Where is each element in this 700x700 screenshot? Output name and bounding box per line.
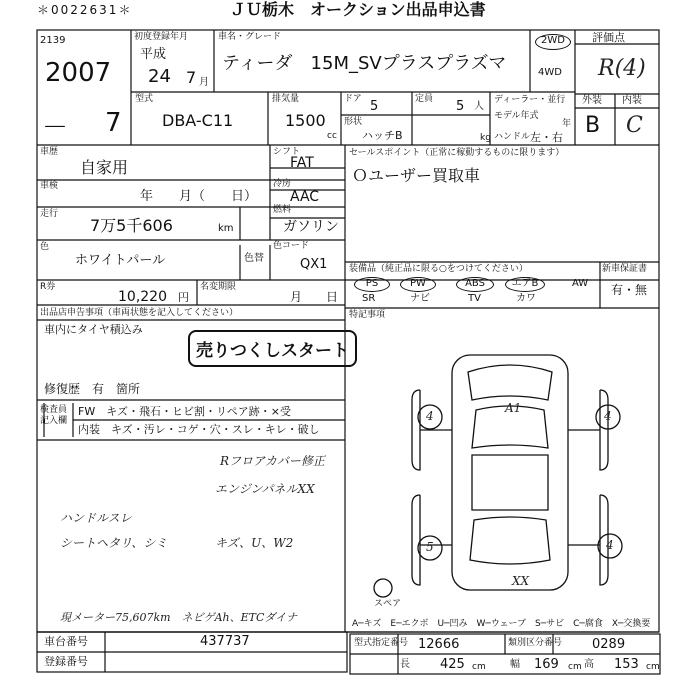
equip-leather: カワ — [516, 293, 536, 304]
history-value: 自家用 — [80, 158, 129, 177]
drive-2wd: 2WD — [535, 34, 571, 50]
capacity: 5 — [456, 99, 465, 114]
fuel-value: ガソリン — [283, 219, 339, 235]
width-value: 169 — [534, 657, 559, 672]
shift-value: FAT — [290, 155, 314, 171]
mileage-label: 走行 — [40, 209, 59, 219]
repair-history: 修復歴 有 箇所 — [44, 382, 141, 396]
equip-abs: ABS — [456, 277, 494, 292]
wheel-mark-rr: 4 — [606, 538, 614, 552]
colorcode-label: 色コード — [273, 241, 310, 251]
frame-number: 437737 — [200, 634, 250, 649]
new-warranty-value: 有・無 — [611, 283, 648, 297]
sale-stamp: 売りつくしスタート — [188, 330, 357, 367]
displacement: 1500 — [285, 111, 326, 130]
height-label: 高 — [584, 659, 594, 670]
sales-point-label: セールスポイント（正常に稼動するものに限ります） — [349, 148, 565, 158]
mark-xx: XX — [512, 574, 530, 588]
interior-grade: C — [626, 113, 643, 138]
body-label: 形状 — [344, 117, 363, 127]
certify-number: 12666 — [418, 637, 460, 652]
rating-score: R(4) — [598, 56, 646, 81]
exterior-grade: B — [585, 113, 601, 138]
dash-mark: － — [42, 113, 69, 143]
model-year-unit: 年 — [562, 119, 572, 129]
ac-label: 冷房 — [273, 179, 292, 189]
fuel-label: 燃料 — [273, 205, 292, 215]
handle-label: ハンドル — [494, 132, 531, 142]
form-title: ＪＵ栃木 オークション出品申込書 — [230, 0, 486, 19]
fw-line: FW キズ・飛石・ヒビ割・リペア跡・×受 — [78, 405, 291, 418]
tax-label: 名変期限 — [200, 282, 237, 292]
reg-label: 登録番号 — [44, 655, 88, 668]
equip-ps: PS — [354, 277, 390, 292]
recycle-fee: 10,220 — [118, 289, 167, 305]
displacement-label: 排気量 — [272, 94, 300, 104]
equip-navi: ナビ — [410, 293, 430, 304]
displacement-unit: cc — [327, 131, 337, 141]
equip-airbag: エアB — [505, 277, 545, 292]
history-label: 車歴 — [40, 147, 59, 157]
wheel-mark-fr: 4 — [604, 409, 612, 423]
rating-label: 評価点 — [592, 31, 625, 44]
shift-label: シフト — [273, 147, 301, 157]
new-warranty-label: 新車保証書 — [602, 264, 648, 274]
mileage-unit: km — [218, 223, 234, 234]
hand-note-3: ハンドルスレ — [60, 511, 132, 525]
lot-code: 2139 — [40, 35, 66, 46]
equip-pw: PW — [400, 277, 436, 292]
inspection-label: 車検 — [40, 181, 59, 191]
equipment-label: 装備品（純正品に限る○をつけてください） — [349, 264, 528, 274]
serial-number: ＊0022631＊ — [37, 3, 133, 17]
colorcode-value: QX1 — [300, 257, 328, 272]
inspection-value: 年 月（ 日） — [140, 189, 258, 204]
interior-line: 内装 キズ・汚レ・コゲ・穴・スレ・キレ・破し — [78, 423, 320, 436]
handle-value: 左・右 — [530, 131, 563, 144]
hand-note-5: キズ、U、W2 — [215, 536, 294, 550]
width-unit: cm — [568, 662, 582, 672]
frame-label: 車台番号 — [44, 635, 88, 648]
equip-sr: SR — [362, 293, 376, 304]
dealer-label: ディーラー・並行 — [494, 95, 566, 105]
length-unit: cm — [472, 662, 486, 672]
capacity-unit: 人 — [474, 101, 484, 112]
tax-value: 月 日 — [290, 290, 339, 304]
height-unit: cm — [646, 662, 660, 672]
first-reg-month-unit: 月 — [199, 77, 209, 88]
hand-note-1: Rフロアカバー修正 — [220, 454, 325, 468]
category-number: 0289 — [592, 637, 626, 652]
ac-value: AAC — [290, 189, 320, 205]
interior-label: 内装 — [622, 95, 642, 106]
exterior-label: 外装 — [582, 95, 602, 106]
recycle-unit: 円 — [178, 291, 189, 304]
color-value: ホワイトパール — [75, 253, 166, 268]
month-digit: 7 — [105, 108, 122, 138]
model-year-label: モデル年式 — [494, 111, 539, 121]
certify-label: 型式指定番号 — [354, 638, 409, 648]
car-name: ティーダ 15M_SVプラスプラズマ — [222, 53, 507, 74]
inspector-label: 検査員記入欄 — [40, 405, 68, 426]
first-reg-year: 24 — [148, 66, 171, 87]
height-value: 153 — [614, 657, 639, 672]
equip-aw: AW — [572, 278, 589, 289]
mark-a1: A1 — [505, 401, 522, 415]
mileage-value: 7万5千606 — [90, 216, 173, 235]
spare-label: スペア — [374, 599, 402, 609]
width-label: 幅 — [510, 659, 520, 670]
length-label: 長 — [400, 659, 410, 670]
length-value: 425 — [440, 657, 465, 672]
wheel-mark-fl: 4 — [426, 409, 434, 423]
first-reg-era: 平成 — [140, 47, 167, 62]
car-diagram — [374, 355, 622, 597]
first-reg-month: 7 — [186, 68, 197, 87]
car-name-label: 車名・グレード — [218, 32, 282, 42]
door-label: ドア — [344, 94, 362, 104]
doors: 5 — [370, 99, 379, 114]
color-label: 色 — [40, 242, 50, 252]
drive-4wd: 4WD — [538, 67, 562, 78]
recycle-label: R券 — [40, 282, 56, 292]
hand-note-4: シートヘタリ、シミ — [60, 536, 168, 550]
capacity-label: 定員 — [415, 94, 434, 104]
wheel-mark-rl: 5 — [426, 540, 434, 554]
sales-point-text: Ｏユーザー買取車 — [352, 166, 481, 185]
weight-unit: kg — [480, 133, 491, 143]
misc-label: 特記事項 — [349, 310, 386, 320]
notes-line1: 車内にタイヤ積込み — [44, 323, 143, 336]
category-label: 類別区分番号 — [508, 638, 563, 648]
hand-note-2: エンジンパネルXX — [215, 482, 315, 496]
reporter-label: 出品店申告事項（車両状態を記入してください） — [40, 308, 239, 318]
first-reg-label: 初度登録年月 — [134, 32, 189, 42]
body-shape: ハッチB — [362, 129, 403, 142]
recolor-label: 色替 — [244, 253, 264, 264]
car-type: DBA-C11 — [162, 111, 234, 130]
model-year: 2007 — [45, 58, 112, 88]
equip-tv: TV — [468, 293, 481, 304]
diagram-legend: A─キズ E─エクボ U─凹み W─ウェーブ S─サビ C─腐食 X─交換要 — [352, 619, 651, 629]
hand-note-6: 現メーター75,607km ネビゲAh、ETCダイナ — [60, 611, 298, 624]
type-label: 型式 — [135, 94, 154, 104]
